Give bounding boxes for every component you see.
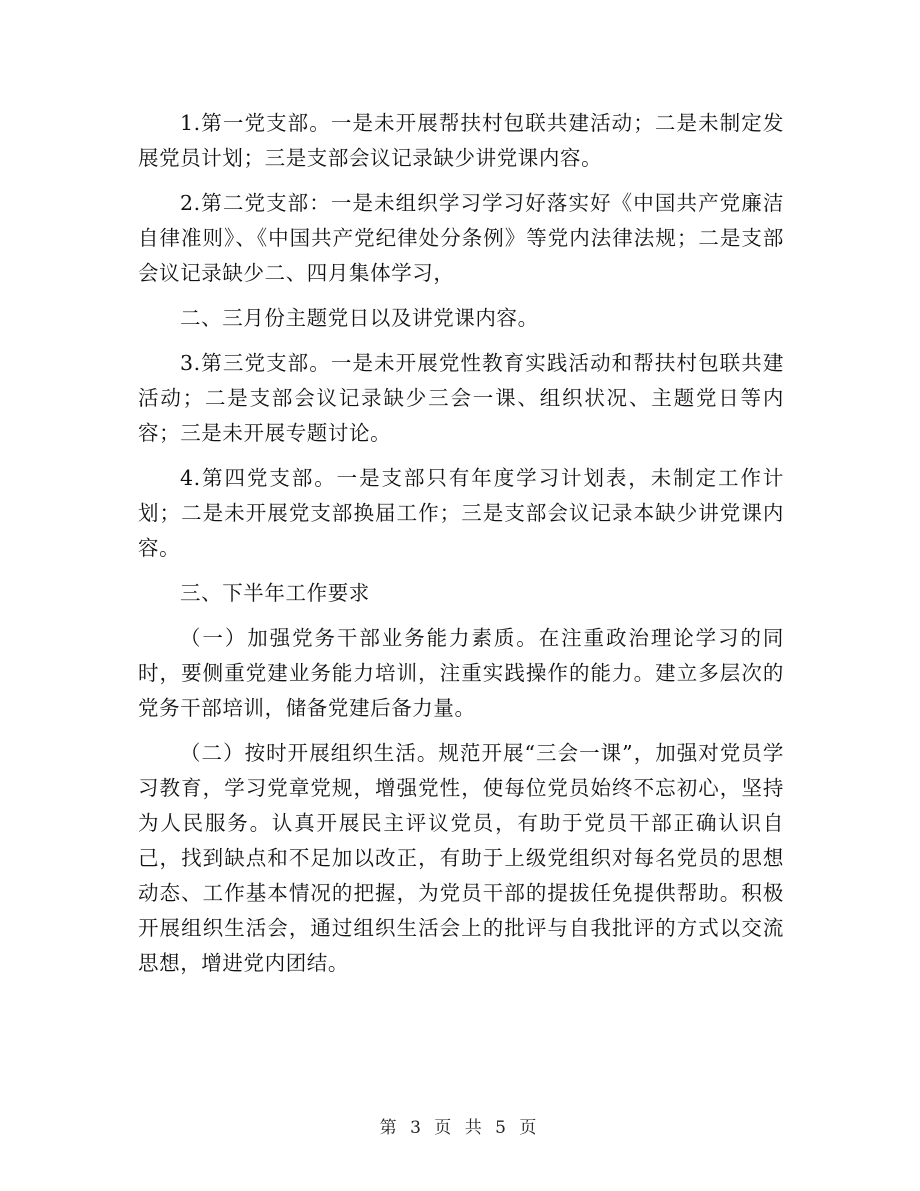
- paragraph-requirement-1: （一）加强党务干部业务能力素质。在注重政治理论学习的同时，要侧重党建业务能力培训，注重实践操作的能力。建立多层次的党务干部培训，储备党建后备力量。: [138, 626, 784, 720]
- document-body: [138, 106, 784, 991]
- paragraph-branch-1: 1.第一党支部。一是未开展帮扶村包联共建活动；二是未制定发展党员计划；三是支部会议记录缺少讲党课内容。: [138, 111, 784, 170]
- paragraph-branch-3: 3.第三党支部。一是未开展党性教育实践活动和帮扶村包联共建活动；二是支部会议记录缺少三会一课、组织状况、主题党日等内容；三是未开展专题讨论。: [138, 351, 784, 445]
- paragraph-branch-4: 4.第四党支部。一是支部只有年度学习计划表，未制定工作计划；二是未开展党支部换届工作；三是支部会议记录本缺少讲党课内容。: [138, 466, 784, 560]
- paragraph-branch-2: 2.第二党支部：一是未组织学习学习好落实好《中国共产党廉洁自律准则》、《中国共产党纪律处分条例》等党内法律法规；二是支部会议记录缺少二、四月集体学习，: [138, 191, 784, 285]
- section-heading-work-requirements: 三、下半年工作要求: [180, 581, 370, 605]
- paragraph-branch-2-continued: 二、三月份主题党日以及讲党课内容。: [180, 306, 539, 330]
- paragraph-requirement-2: （二）按时开展组织生活。规范开展“三会一课”，加强对党员学习教育，学习党章党规，增强党性，使每位党员始终不忘初心，坚持为人民服务。认真开展民主评议党员，有助于党员干部正确认识自己，找到缺点和不足加以改正，有助于上级党组织对每名党员的思想动态、工作基本情况的把握，为党员干部的提拔任免提供帮助。积极开展组织生活会，通过组织生活会上的批评与自我批评的方式以交流思想，增进党内团结。: [138, 741, 784, 975]
- page-number-footer: 第 3 页 共 5 页: [379, 1118, 541, 1138]
